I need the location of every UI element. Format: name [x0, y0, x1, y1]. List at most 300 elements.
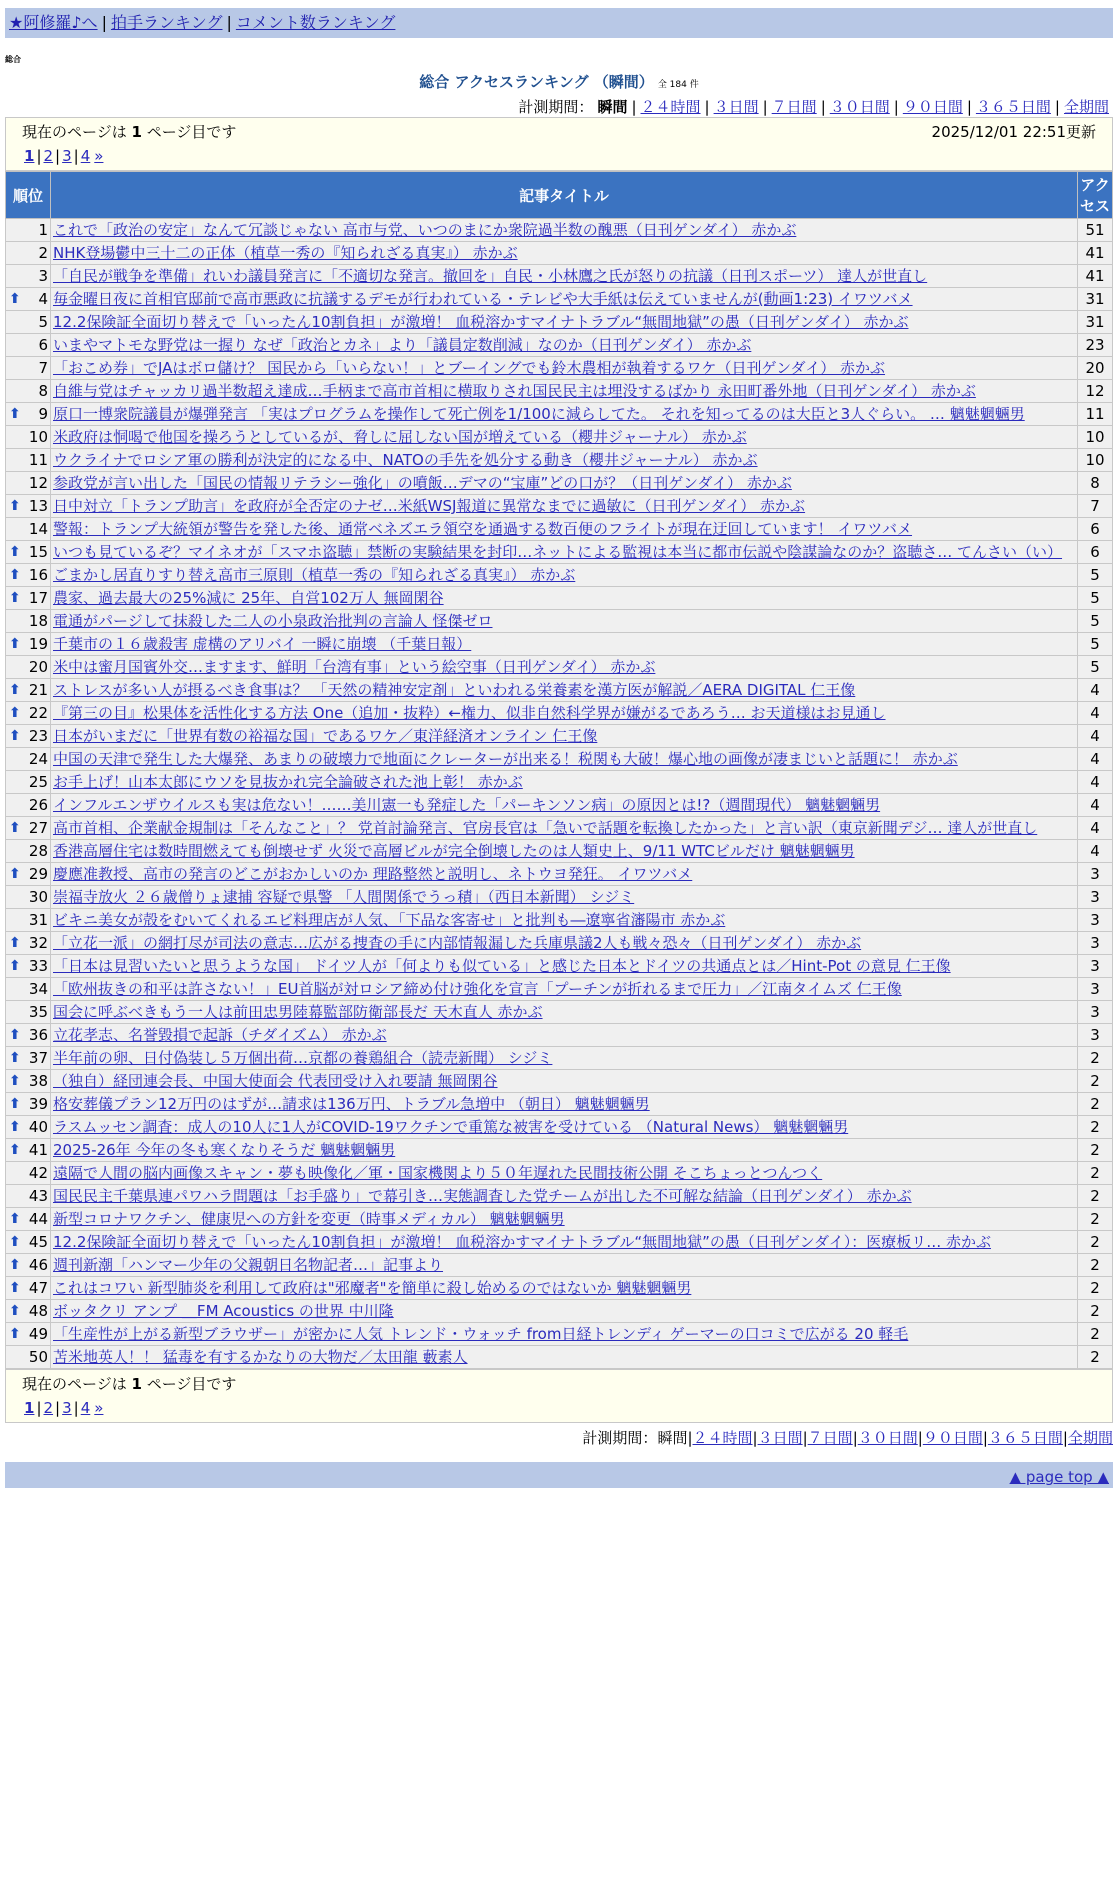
article-link[interactable]: 「生産性が上がる新型ブラウザー」が密かに人気 トレンド・ウォッチ from日経トレンディ ゲーマーの口コミで広がる 20 軽毛 [53, 1325, 909, 1343]
rank-number: 22 [28, 704, 48, 722]
col-access-header: アクセス [1078, 172, 1113, 219]
article-link[interactable]: 「欧州抜きの和平は許さない！」EU首脳が対ロシア締め付け強化を宣言「プーチンが折れるまで圧力」／江南タイムズ 仁王像 [53, 980, 902, 998]
access-count: 5 [1078, 587, 1113, 610]
article-link[interactable]: 2025-26年 今年の冬も寒くなりそうだ 魑魅魍魎男 [53, 1141, 396, 1159]
access-count: 12 [1078, 380, 1113, 403]
period-separator: | [1054, 98, 1060, 116]
article-link[interactable]: （独自）経団連会長、中国大使面会 代表団受け入れ要請 無岡閑谷 [53, 1072, 498, 1090]
page-title: 総合 アクセスランキング （瞬間） [419, 73, 654, 91]
rank-cell [6, 1277, 51, 1300]
article-link[interactable]: NHK登場鬱中三十二の正体（植草一秀の『知られざる真実』） 赤かぶ [53, 244, 518, 262]
article-link[interactable]: ウクライナでロシア軍の勝利が決定的になる中、NATOの手先を処分する動き（櫻井ジャーナル） 赤かぶ [53, 451, 758, 469]
rank-number: 33 [28, 957, 48, 975]
rank-cell [6, 403, 51, 426]
article-link[interactable]: 週刊新潮「ハンマー少年の父親朝日名物記者…」記事より [53, 1256, 444, 1274]
rank-cell [6, 1139, 51, 1162]
table-row [6, 1070, 1113, 1093]
clap-ranking-link[interactable]: 拍手ランキング [110, 13, 223, 32]
article-link[interactable]: 自維与党はチャッカリ過半数超え達成…手柄まで高市首相に横取りされ国民民主は埋没するばかり 永田町番外地（日刊ゲンダイ） 赤かぶ [53, 382, 976, 400]
period-current: 瞬間 [657, 1429, 688, 1447]
rank-number: 39 [28, 1095, 48, 1113]
title-cell [51, 1070, 1078, 1093]
page-separator: | [36, 147, 42, 165]
period-separator: | [982, 1429, 988, 1447]
up-arrow-icon: ⬆ [9, 636, 21, 652]
rank-cell [6, 518, 51, 541]
page-link[interactable]: 2 [43, 1399, 54, 1417]
rank-cell [6, 587, 51, 610]
access-count: 4 [1078, 748, 1113, 771]
article-link[interactable]: 千葉市の１６歳殺害 虚構のアリバイ 一瞬に崩壊 （千葉日報） [53, 635, 472, 653]
period-separator: | [1062, 1429, 1068, 1447]
table-row [6, 1346, 1113, 1369]
pager-status-row [22, 1372, 1096, 1396]
article-link[interactable]: 高市首相、企業献金規制は「そんなこと」？ 党首討論発言、官房長官は「急いで話題を転換したかった」と言い訳（東京新聞デジ… 達人が世直し [53, 819, 1038, 837]
rank-number: 32 [28, 934, 48, 952]
access-count: 2 [1078, 1185, 1113, 1208]
up-arrow-icon: ⬆ [9, 705, 21, 721]
rank-cell [6, 1300, 51, 1323]
rank-cell [6, 978, 51, 1001]
rank-cell [6, 1231, 51, 1254]
title-cell [51, 1185, 1078, 1208]
up-arrow-icon: ⬆ [9, 1142, 21, 1158]
title-cell [51, 1162, 1078, 1185]
title-cell [51, 771, 1078, 794]
rank-cell [6, 702, 51, 725]
page-top-link[interactable]: ▲ page top ▲ [1009, 1468, 1109, 1486]
up-arrow-icon: ⬆ [9, 406, 21, 422]
rank-number: 5 [38, 313, 48, 331]
rank-number: 45 [28, 1233, 48, 1251]
article-link[interactable]: 苫米地英人！！ 猛毒を有するかなりの大物だ／太田龍 藪素人 [53, 1348, 468, 1366]
access-count: 2 [1078, 1047, 1113, 1070]
period-selector-bottom [5, 1427, 1113, 1448]
table-row [6, 564, 1113, 587]
period-option-link[interactable]: 全期間 [1067, 1429, 1113, 1447]
ranking-title-row [5, 71, 1113, 92]
article-link[interactable]: 日本がいまだに「世界有数の裕福な国」であるワケ／東洋経済オンライン 仁王像 [53, 727, 598, 745]
table-row [6, 357, 1113, 380]
article-link[interactable]: 「立花一派」の網打尽が司法の意志…広がる捜査の手に内部情報漏した兵庫県議2人も戦々恐々（日刊ゲンダイ） 赤かぶ [53, 934, 862, 952]
next-page-link[interactable]: » [94, 1399, 104, 1417]
article-link[interactable]: 電通がパージして抹殺した二人の小泉政治批判の言論人 怪傑ゼロ [53, 612, 493, 630]
access-count: 5 [1078, 564, 1113, 587]
article-link[interactable]: 遠隔で人間の脳内画像スキャン・夢も映像化／軍・国家機関より５０年遅れた民間技術公開 そこちょっとつんつく [53, 1164, 823, 1182]
table-row [6, 679, 1113, 702]
access-count: 10 [1078, 449, 1113, 472]
period-current: 瞬間 [597, 98, 628, 116]
article-link[interactable]: 中国の天津で発生した大爆発、あまりの破壊力で地面にクレーターが出来る！税関も大破！爆心地の画像が凄まじいと話題に！ 赤かぶ [53, 750, 958, 768]
title-cell [51, 1116, 1078, 1139]
article-link[interactable]: 半年前の卵、日付偽装し５万個出荷…京都の養鶏組合（読売新聞） シジミ [53, 1049, 553, 1067]
article-link[interactable]: ストレスが多い人が摂るべき食事は？ 「天然の精神安定剤」といわれる栄養素を漢方医が解説／AERA DIGITAL 仁王像 [53, 681, 856, 699]
title-cell [51, 1208, 1078, 1231]
table-row [6, 1208, 1113, 1231]
title-cell [51, 564, 1078, 587]
article-link[interactable]: インフルエンザウイルスも実は危ない！……美川憲一も発症した「パーキンソン病」の原因とは!?（週間現代） 魑魅魍魎男 [53, 796, 881, 814]
table-row [6, 1231, 1113, 1254]
title-cell [51, 679, 1078, 702]
table-row [6, 472, 1113, 495]
current-page-text [22, 120, 236, 144]
title-cell [51, 1093, 1078, 1116]
article-link[interactable]: お手上げ！山本太郎にウソを見抜かれ完全論破された池上彰！ 赤かぶ [53, 773, 523, 791]
rank-cell [6, 656, 51, 679]
table-row [6, 725, 1113, 748]
total-count: 全 184 件 [657, 80, 699, 90]
article-link[interactable]: ごまかし居直りすり替え高市三原則（植草一秀の『知られざる真実』） 赤かぶ [53, 566, 576, 584]
rank-number: 38 [28, 1072, 48, 1090]
page-separator: | [73, 1399, 79, 1417]
title-cell [51, 449, 1078, 472]
page-link[interactable]: 3 [62, 1399, 72, 1417]
up-arrow-icon: ⬆ [9, 291, 21, 307]
article-link[interactable]: 香港高層住宅は数時間燃えても倒壊せず 火災で高層ビルが完全倒壊したのは人類史上、9/11 WTCビルだけ 魑魅魍魎男 [53, 842, 855, 860]
table-row [6, 978, 1113, 1001]
title-cell [51, 334, 1078, 357]
title-cell [51, 518, 1078, 541]
access-count: 5 [1078, 633, 1113, 656]
access-count: 4 [1078, 840, 1113, 863]
period-separator: | [966, 98, 972, 116]
title-cell [51, 265, 1078, 288]
rank-number: 44 [28, 1210, 48, 1228]
table-row [6, 380, 1113, 403]
article-link[interactable]: これで「政治の安定」なんて冗談じゃない 高市与党、いつのまにか衆院過半数の醜悪（日刊ゲンダイ） 赤かぶ [53, 221, 797, 239]
access-count: 20 [1078, 357, 1113, 380]
rank-cell [6, 541, 51, 564]
title-cell [51, 978, 1078, 1001]
rank-cell [6, 495, 51, 518]
title-cell [51, 219, 1078, 242]
table-row [6, 932, 1113, 955]
table-row [6, 587, 1113, 610]
access-count: 4 [1078, 794, 1113, 817]
table-row [6, 1323, 1113, 1346]
access-count: 2 [1078, 1277, 1113, 1300]
rank-cell [6, 725, 51, 748]
article-link[interactable]: これはコワい 新型肺炎を利用して政府は"邪魔者"を簡単に殺し始めるのではないか 魑魅魍魎男 [53, 1279, 692, 1297]
rank-number: 37 [28, 1049, 48, 1067]
article-link[interactable]: 12.2保険証全面切り替えで「いったん10割負担」が激増！ 血税溶かすマイナトラブル“無間地獄”の愚（日刊ゲンダイ） 赤かぶ [53, 313, 909, 331]
rank-number: 14 [28, 520, 48, 538]
access-count: 2 [1078, 1139, 1113, 1162]
page-separator: | [73, 147, 79, 165]
period-option-link[interactable]: ３６５日間 [987, 1429, 1063, 1447]
up-arrow-icon: ⬆ [9, 1119, 21, 1135]
rank-cell [6, 1070, 51, 1093]
up-arrow-icon: ⬆ [9, 1096, 21, 1112]
article-link[interactable]: 原口一博衆院議員が爆弾発言 「実はプログラムを操作して死亡例を1/100に減らしてた。 それを知ってるのは大臣と3人ぐらい。 … 魑魅魍魎男 [53, 405, 1025, 423]
table-row [6, 1300, 1113, 1323]
rank-number: 18 [28, 612, 48, 630]
rank-number: 42 [28, 1164, 48, 1182]
up-arrow-icon: ⬆ [9, 498, 21, 514]
title-cell [51, 748, 1078, 771]
rank-number: 3 [38, 267, 48, 285]
table-row [6, 1139, 1113, 1162]
article-link[interactable]: 日中対立「トランプ助言」を政府が全否定のナゼ…米紙WSJ報道に異常なまでに過敏に（日刊ゲンダイ） 赤かぶ [53, 497, 806, 515]
period-option-link[interactable]: ３０日間 [857, 1429, 918, 1447]
page-link[interactable]: 1 [24, 147, 35, 165]
article-link[interactable]: 格安葬儀プラン12万円のはずが…請求は136万円、トラブル急増中 （朝日） 魑魅魍魎男 [53, 1095, 650, 1113]
article-link[interactable]: 国会に呼ぶべきもう一人は前田忠男陸幕監部防衛部長だ 天木直人 赤かぶ [53, 1003, 543, 1021]
period-option-link[interactable]: ３日間 [757, 1429, 803, 1447]
access-count: 3 [1078, 909, 1113, 932]
access-count: 3 [1078, 886, 1113, 909]
rank-number: 8 [38, 382, 48, 400]
period-separator: | [917, 1429, 923, 1447]
rank-cell [6, 748, 51, 771]
rank-number: 46 [28, 1256, 48, 1274]
title-cell [51, 633, 1078, 656]
period-option-link[interactable]: 全期間 [1063, 98, 1109, 116]
rank-number: 29 [28, 865, 48, 883]
rank-number: 34 [28, 980, 48, 998]
article-link[interactable]: 『第三の目』松果体を活性化する方法 One（追加・抜粋）←権力、似非自然科学界が嫌がるであろう… お天道様はお見通し [53, 704, 886, 722]
title-cell [51, 909, 1078, 932]
access-count: 3 [1078, 932, 1113, 955]
page-link[interactable]: 4 [80, 1399, 91, 1417]
up-arrow-icon: ⬆ [9, 820, 21, 836]
rank-cell [6, 633, 51, 656]
up-arrow-icon: ⬆ [9, 1211, 21, 1227]
page-separator: | [55, 1399, 61, 1417]
period-option-link[interactable]: ７日間 [807, 1429, 853, 1447]
article-link[interactable]: 崇福寺放火 ２６歳僧りょ逮捕 容疑で県警 「人間関係でうっ積」（西日本新聞） シジミ [53, 888, 635, 906]
next-page-link[interactable]: » [94, 147, 104, 165]
rank-number: 28 [28, 842, 48, 860]
period-option-link[interactable]: ９０日間 [922, 1429, 983, 1447]
current-page-prefix: 現在のページは [22, 123, 127, 141]
rank-cell [6, 426, 51, 449]
period-selector [5, 96, 1113, 117]
comment-ranking-link[interactable]: コメント数ランキング [235, 13, 396, 32]
rank-number: 17 [28, 589, 48, 607]
period-option-link[interactable]: ７日間 [771, 98, 817, 116]
period-option-link[interactable]: ３６５日間 [975, 98, 1051, 116]
article-link[interactable]: 「自民が戦争を準備」れいわ議員発言に「不適切な発言。撤回を」自民・小林鷹之氏が怒りの抗議（日刊スポーツ） 達人が世直し [53, 267, 928, 285]
rank-number: 48 [28, 1302, 48, 1320]
page-top-bar [5, 1462, 1113, 1488]
article-link[interactable]: ラスムッセン調査：成人の10人に1人がCOVID-19ワクチンで重篤な被害を受けている （Natural News） 魑魅魍魎男 [53, 1118, 849, 1136]
table-row [6, 1116, 1113, 1139]
table-row [6, 771, 1113, 794]
page-separator: | [36, 1399, 42, 1417]
article-link[interactable]: 国民民主千葉県連パワハラ問題は「お手盛り」で幕引き…実態調査した党チームが出した不可解な結論（日刊ゲンダイ） 赤かぶ [53, 1187, 912, 1205]
rank-cell [6, 1001, 51, 1024]
title-cell [51, 1047, 1078, 1070]
nav-separator: | [101, 13, 107, 32]
rank-cell [6, 1047, 51, 1070]
rank-number: 20 [28, 658, 48, 676]
access-count: 7 [1078, 495, 1113, 518]
period-option-link[interactable]: ２４時間 [640, 98, 701, 116]
article-link[interactable]: 「おこめ券」でJAはボロ儲け？ 国民から「いらない！」とブーイングでも鈴木農相が執着するワケ（日刊ゲンダイ） 赤かぶ [53, 359, 886, 377]
period-option-link[interactable]: ９０日間 [902, 98, 963, 116]
up-arrow-icon: ⬆ [9, 1027, 21, 1043]
up-arrow-icon: ⬆ [9, 935, 21, 951]
rank-cell [6, 886, 51, 909]
title-cell [51, 1024, 1078, 1047]
table-row [6, 288, 1113, 311]
rank-cell [6, 380, 51, 403]
article-link[interactable]: ビキニ美女が殻をむいてくれるエビ料理店が人気、「下品な客寄せ」と批判も―遼寧省瀋陽市 赤かぶ [53, 911, 726, 929]
title-cell [51, 702, 1078, 725]
access-count: 2 [1078, 1070, 1113, 1093]
article-link[interactable]: 米中は蜜月国賓外交…ますます、鮮明「台湾有事」という絵空事（日刊ゲンダイ） 赤かぶ [53, 658, 656, 676]
access-count: 3 [1078, 863, 1113, 886]
rank-number: 15 [28, 543, 48, 561]
rank-cell [6, 242, 51, 265]
period-option-link[interactable]: ３０日間 [829, 98, 890, 116]
article-link[interactable]: いつも見ているぞ？マイネオが「スマホ盗聴」禁断の実験結果を封印…ネットによる監視は本当に都市伝説や陰謀論なのか？盗聴さ… てんさい（い） [53, 543, 1063, 561]
table-row [6, 495, 1113, 518]
title-cell [51, 840, 1078, 863]
article-link[interactable]: 毎金曜日夜に首相官邸前で高市悪政に抗議するデモが行われている・テレビや大手紙は伝えていませんが(動画1:23) イワツバメ [53, 290, 913, 308]
rank-cell [6, 334, 51, 357]
updated-timestamp: 2025/12/01 22:51更新 [931, 123, 1096, 141]
title-cell [51, 1346, 1078, 1369]
rank-cell [6, 1024, 51, 1047]
title-cell [51, 955, 1078, 978]
period-separator: | [802, 1429, 808, 1447]
access-count: 3 [1078, 1001, 1113, 1024]
period-separator: | [820, 98, 826, 116]
rank-number: 49 [28, 1325, 48, 1343]
table-row [6, 242, 1113, 265]
access-count: 2 [1078, 1208, 1113, 1231]
ranking-table-body [6, 219, 1113, 1369]
article-link[interactable]: 立花孝志、名誉毀損で起訴（チダイズム） 赤かぶ [53, 1026, 387, 1044]
article-link[interactable]: 農家、過去最大の25%減に 25年、自営102万人 無岡閑谷 [53, 589, 444, 607]
rank-cell [6, 1254, 51, 1277]
article-link[interactable]: 米政府は恫喝で他国を操ろうとしているが、脅しに屈しない国が増えている（櫻井ジャーナル） 赤かぶ [53, 428, 747, 446]
page-link[interactable]: 2 [43, 147, 54, 165]
article-link[interactable]: 警報：トランプ大統領が警告を発した後、通常ベネズエラ領空を通過する数百便のフライトが現在迂回しています！ イワツバメ [53, 520, 913, 538]
title-cell [51, 242, 1078, 265]
period-option-link[interactable]: ３日間 [713, 98, 759, 116]
rank-number: 2 [38, 244, 48, 262]
rank-cell [6, 1323, 51, 1346]
rank-cell [6, 1208, 51, 1231]
rank-cell [6, 794, 51, 817]
access-count: 2 [1078, 1231, 1113, 1254]
rank-number: 4 [38, 290, 48, 308]
period-label: 計測期間： [518, 98, 594, 116]
period-option-link[interactable]: ２４時間 [692, 1429, 753, 1447]
article-link[interactable]: 「日本は見習いたいと思うような国」 ドイツ人が「何よりも似ている」と感じた日本とドイツの共通点とは／Hint-Pot の意見 仁王像 [53, 957, 951, 975]
access-count: 3 [1078, 1024, 1113, 1047]
access-count: 2 [1078, 1323, 1113, 1346]
table-row [6, 426, 1113, 449]
home-link[interactable]: ★阿修羅♪へ [9, 13, 98, 32]
up-arrow-icon: ⬆ [9, 1257, 21, 1273]
period-separator: | [762, 98, 768, 116]
rank-cell [6, 357, 51, 380]
access-count: 6 [1078, 518, 1113, 541]
page-link[interactable]: 4 [80, 147, 91, 165]
access-count: 3 [1078, 955, 1113, 978]
rank-cell [6, 449, 51, 472]
table-row [6, 1185, 1113, 1208]
access-count: 2 [1078, 1300, 1113, 1323]
current-page-suffix: ページ目です [146, 1375, 237, 1393]
table-row [6, 748, 1113, 771]
rank-number: 40 [28, 1118, 48, 1136]
table-row [6, 311, 1113, 334]
table-row [6, 518, 1113, 541]
current-page-text [22, 1372, 236, 1396]
access-count: 4 [1078, 725, 1113, 748]
access-count: 31 [1078, 311, 1113, 334]
access-count: 3 [1078, 978, 1113, 1001]
title-cell [51, 656, 1078, 679]
table-row [6, 656, 1113, 679]
rank-number: 21 [28, 681, 48, 699]
table-row [6, 265, 1113, 288]
rank-cell [6, 564, 51, 587]
access-count: 2 [1078, 1162, 1113, 1185]
pager-top [5, 117, 1113, 171]
pager-bottom [5, 1369, 1113, 1423]
page-link[interactable]: 1 [24, 1399, 35, 1417]
rank-cell [6, 288, 51, 311]
title-cell [51, 380, 1078, 403]
section-tag: 総合 [5, 55, 21, 64]
title-cell [51, 1231, 1078, 1254]
article-link[interactable]: 参政党が言い出した「国民の情報リテラシー強化」の噴飯…デマの“宝庫”どの口が？（日刊ゲンダイ） 赤かぶ [53, 474, 792, 492]
article-link[interactable]: いまやマトモな野党は一握り なぜ「政治とカネ」より「議員定数削減」なのか（日刊ゲンダイ） 赤かぶ [53, 336, 752, 354]
rank-number: 13 [28, 497, 48, 515]
access-count: 10 [1078, 426, 1113, 449]
period-separator: | [631, 98, 637, 116]
rank-cell [6, 817, 51, 840]
up-arrow-icon: ⬆ [9, 728, 21, 744]
rank-cell [6, 909, 51, 932]
rank-number: 47 [28, 1279, 48, 1297]
page-links [22, 1396, 1096, 1420]
table-row [6, 219, 1113, 242]
access-count: 51 [1078, 219, 1113, 242]
access-count: 8 [1078, 472, 1113, 495]
rank-number: 27 [28, 819, 48, 837]
rank-number: 1 [38, 221, 48, 239]
rank-cell [6, 840, 51, 863]
rank-number: 41 [28, 1141, 48, 1159]
article-link[interactable]: 12.2保険証全面切り替えで「いったん10割負担」が激増！ 血税溶かすマイナトラブル“無間地獄”の愚（日刊ゲンダイ）：医療板リ… 赤かぶ [53, 1233, 991, 1251]
rank-number: 9 [38, 405, 48, 423]
ranking-table [5, 171, 1113, 1369]
title-cell [51, 357, 1078, 380]
rank-cell [6, 955, 51, 978]
access-count: 4 [1078, 817, 1113, 840]
period-separator: | [687, 1429, 693, 1447]
access-count: 2 [1078, 1093, 1113, 1116]
up-arrow-icon: ⬆ [9, 682, 21, 698]
access-count: 23 [1078, 334, 1113, 357]
title-cell [51, 886, 1078, 909]
title-cell [51, 288, 1078, 311]
title-cell [51, 794, 1078, 817]
article-link[interactable]: 新型コロナワクチン、健康児への方針を変更（時事メディカル） 魑魅魍魎男 [53, 1210, 565, 1228]
page-link[interactable]: 3 [62, 147, 72, 165]
article-link[interactable]: ボッタクリ アンプ ＿FM Acoustics の世界 中川隆 [53, 1302, 394, 1320]
table-row [6, 886, 1113, 909]
article-link[interactable]: 慶應准教授、高市の発言のどこがおかしいのか 理路整然と説明し、ネトウヨ発狂。 イワツバメ [53, 865, 693, 883]
rank-number: 35 [28, 1003, 48, 1021]
